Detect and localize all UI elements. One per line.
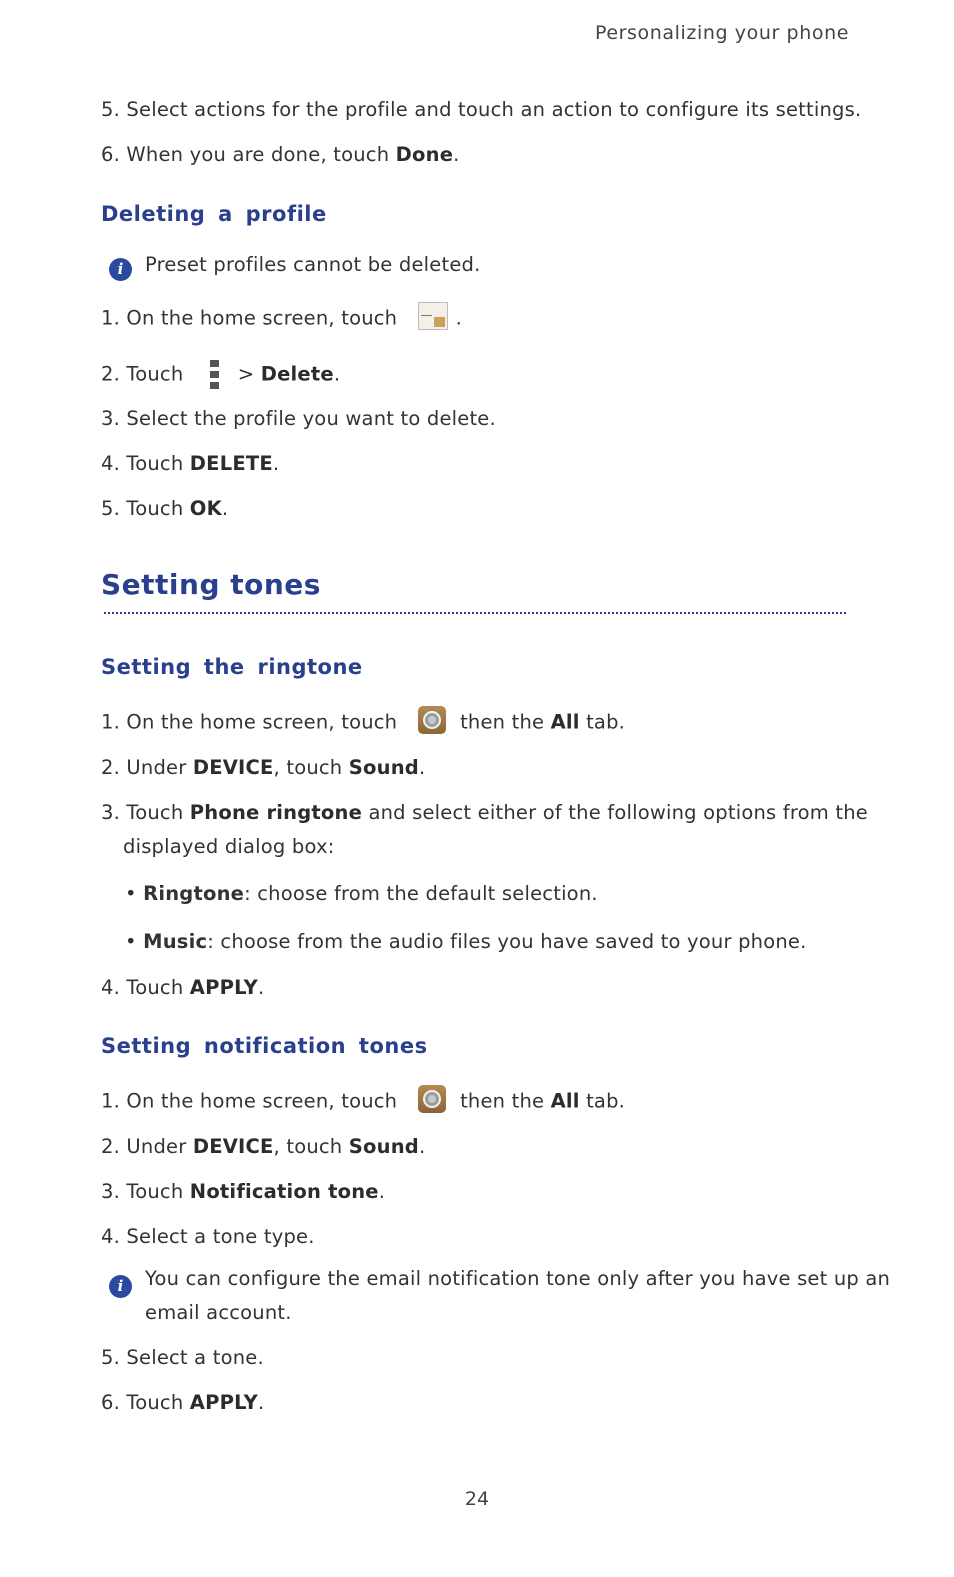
ringtone-step-3: 3. Touch Phone ringtone and select either of the following options from the bbox=[101, 801, 868, 824]
ringtone-step-3-cont: displayed dialog box: bbox=[123, 835, 335, 858]
page-number: 24 bbox=[464, 1488, 490, 1510]
notif-step-6: 6. Touch APPLY. bbox=[101, 1391, 265, 1414]
bullet-ringtone: • Ringtone: choose from the default selection. bbox=[125, 882, 598, 905]
section-title-setting-tones: Setting tones bbox=[101, 568, 321, 601]
info-icon: i bbox=[109, 1275, 132, 1298]
settings-app-icon bbox=[418, 1085, 446, 1113]
bullet-dot: • bbox=[125, 882, 137, 905]
bullet-dot: • bbox=[125, 930, 137, 953]
settings-app-icon bbox=[418, 706, 446, 734]
delete-step-5: 5. Touch OK. bbox=[101, 497, 229, 520]
ringtone-step-2: 2. Under DEVICE, touch Sound. bbox=[101, 756, 426, 779]
notif-step-5: 5. Select a tone. bbox=[101, 1346, 264, 1369]
more-menu-icon bbox=[210, 360, 220, 390]
bullet-music: • Music: choose from the audio files you have saved to your phone. bbox=[125, 930, 807, 953]
heading-deleting-profile: Deleting a profile bbox=[101, 202, 327, 226]
heading-setting-ringtone: Setting the ringtone bbox=[101, 655, 363, 679]
step-top-6: 6. When you are done, touch Done. bbox=[101, 143, 460, 166]
delete-step-1: 1. On the home screen, touch . bbox=[101, 305, 462, 333]
heading-notification-tones: Setting notification tones bbox=[101, 1034, 428, 1058]
delete-step-2: 2. Touch > Delete. bbox=[101, 360, 340, 390]
ringtone-step-1: 1. On the home screen, touch then the All tab. bbox=[101, 709, 625, 737]
delete-step-4: 4. Touch DELETE. bbox=[101, 452, 280, 475]
ringtone-step-4: 4. Touch APPLY. bbox=[101, 976, 265, 999]
step-top-5: 5. Select actions for the profile and touch an action to configure its settings. bbox=[101, 98, 862, 121]
notif-step-1: 1. On the home screen, touch then the All tab. bbox=[101, 1088, 625, 1116]
info-icon: i bbox=[109, 258, 132, 281]
section-divider bbox=[104, 612, 846, 614]
note-email-account: You can configure the email notification tone only after you have set up an email account. bbox=[145, 1267, 891, 1324]
notif-step-3: 3. Touch Notification tone. bbox=[101, 1180, 386, 1203]
running-header: Personalizing your phone bbox=[594, 22, 849, 44]
notif-step-2: 2. Under DEVICE, touch Sound. bbox=[101, 1135, 426, 1158]
profiles-app-icon bbox=[418, 302, 448, 330]
note-preset-profiles: Preset profiles cannot be deleted. bbox=[145, 253, 481, 276]
delete-step-3: 3. Select the profile you want to delete. bbox=[101, 407, 496, 430]
notif-step-4: 4. Select a tone type. bbox=[101, 1225, 315, 1248]
